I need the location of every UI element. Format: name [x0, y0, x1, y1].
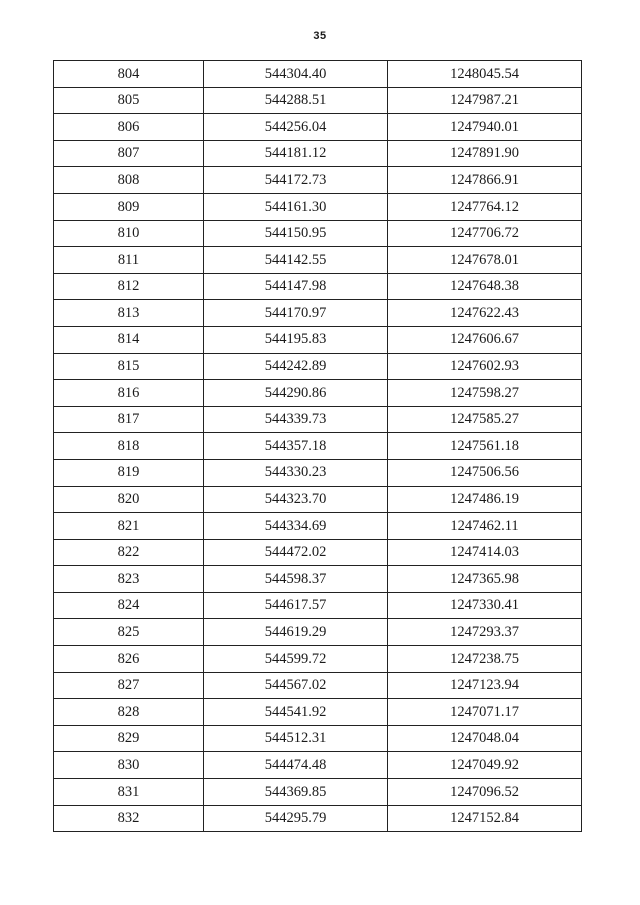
x-coordinate-cell: 544599.72: [204, 646, 388, 673]
table-row: [54, 486, 582, 513]
point-number-cell: 829: [54, 725, 204, 752]
point-number-cell: 816: [54, 380, 204, 407]
y-coordinate-cell: 1247987.21: [388, 87, 582, 114]
x-coordinate-cell: 544357.18: [204, 433, 388, 460]
table-row: [54, 513, 582, 540]
y-coordinate-cell: 1247940.01: [388, 114, 582, 141]
table-row: [54, 87, 582, 114]
y-coordinate-cell: 1247678.01: [388, 247, 582, 274]
x-coordinate-cell: 544242.89: [204, 353, 388, 380]
y-coordinate-cell: 1247071.17: [388, 699, 582, 726]
point-number-cell: 814: [54, 326, 204, 353]
point-number-cell: 830: [54, 752, 204, 779]
y-coordinate-cell: 1247506.56: [388, 459, 582, 486]
point-number-cell: 810: [54, 220, 204, 247]
table-row: [54, 459, 582, 486]
table-row: [54, 592, 582, 619]
point-number-cell: 817: [54, 406, 204, 433]
table-row: [54, 646, 582, 673]
x-coordinate-cell: 544617.57: [204, 592, 388, 619]
y-coordinate-cell: 1247764.12: [388, 193, 582, 220]
x-coordinate-cell: 544147.98: [204, 273, 388, 300]
x-coordinate-cell: 544339.73: [204, 406, 388, 433]
point-number-cell: 811: [54, 247, 204, 274]
y-coordinate-cell: 1247585.27: [388, 406, 582, 433]
x-coordinate-cell: 544195.83: [204, 326, 388, 353]
table-row: [54, 619, 582, 646]
x-coordinate-cell: 544598.37: [204, 566, 388, 593]
x-coordinate-cell: 544288.51: [204, 87, 388, 114]
point-number-cell: 813: [54, 300, 204, 327]
table-row: [54, 752, 582, 779]
y-coordinate-cell: 1247049.92: [388, 752, 582, 779]
y-coordinate-cell: 1247602.93: [388, 353, 582, 380]
point-number-cell: 820: [54, 486, 204, 513]
y-coordinate-cell: 1247365.98: [388, 566, 582, 593]
y-coordinate-cell: 1248045.54: [388, 61, 582, 88]
coordinates-table: [53, 60, 582, 832]
x-coordinate-cell: 544541.92: [204, 699, 388, 726]
table-row: [54, 566, 582, 593]
table-row: [54, 539, 582, 566]
table-row: [54, 725, 582, 752]
point-number-cell: 826: [54, 646, 204, 673]
table-row: [54, 114, 582, 141]
x-coordinate-cell: 544619.29: [204, 619, 388, 646]
x-coordinate-cell: 544161.30: [204, 193, 388, 220]
point-number-cell: 809: [54, 193, 204, 220]
table-row: [54, 699, 582, 726]
y-coordinate-cell: 1247891.90: [388, 140, 582, 167]
table-row: [54, 380, 582, 407]
point-number-cell: 822: [54, 539, 204, 566]
y-coordinate-cell: 1247598.27: [388, 380, 582, 407]
point-number-cell: 807: [54, 140, 204, 167]
point-number-cell: 824: [54, 592, 204, 619]
point-number-cell: 819: [54, 459, 204, 486]
table-row: [54, 167, 582, 194]
coordinates-table-body: [54, 61, 582, 832]
y-coordinate-cell: 1247123.94: [388, 672, 582, 699]
point-number-cell: 821: [54, 513, 204, 540]
point-number-cell: 804: [54, 61, 204, 88]
table-row: [54, 300, 582, 327]
table-row: [54, 406, 582, 433]
y-coordinate-cell: 1247622.43: [388, 300, 582, 327]
table-row: [54, 433, 582, 460]
point-number-cell: 827: [54, 672, 204, 699]
x-coordinate-cell: 544369.85: [204, 779, 388, 806]
point-number-cell: 831: [54, 779, 204, 806]
table-row: [54, 672, 582, 699]
point-number-cell: 825: [54, 619, 204, 646]
x-coordinate-cell: 544304.40: [204, 61, 388, 88]
y-coordinate-cell: 1247238.75: [388, 646, 582, 673]
table-row: [54, 61, 582, 88]
x-coordinate-cell: 544142.55: [204, 247, 388, 274]
x-coordinate-cell: 544170.97: [204, 300, 388, 327]
y-coordinate-cell: 1247462.11: [388, 513, 582, 540]
y-coordinate-cell: 1247414.03: [388, 539, 582, 566]
x-coordinate-cell: 544330.23: [204, 459, 388, 486]
y-coordinate-cell: 1247293.37: [388, 619, 582, 646]
y-coordinate-cell: 1247648.38: [388, 273, 582, 300]
point-number-cell: 832: [54, 805, 204, 832]
x-coordinate-cell: 544290.86: [204, 380, 388, 407]
point-number-cell: 808: [54, 167, 204, 194]
table-row: [54, 779, 582, 806]
y-coordinate-cell: 1247706.72: [388, 220, 582, 247]
point-number-cell: 805: [54, 87, 204, 114]
table-row: [54, 273, 582, 300]
table-row: [54, 326, 582, 353]
point-number-cell: 812: [54, 273, 204, 300]
table-row: [54, 220, 582, 247]
page-number: 35: [313, 30, 327, 42]
point-number-cell: 823: [54, 566, 204, 593]
y-coordinate-cell: 1247486.19: [388, 486, 582, 513]
x-coordinate-cell: 544472.02: [204, 539, 388, 566]
y-coordinate-cell: 1247866.91: [388, 167, 582, 194]
x-coordinate-cell: 544256.04: [204, 114, 388, 141]
point-number-cell: 815: [54, 353, 204, 380]
table-row: [54, 353, 582, 380]
table-row: [54, 247, 582, 274]
y-coordinate-cell: 1247561.18: [388, 433, 582, 460]
x-coordinate-cell: 544295.79: [204, 805, 388, 832]
point-number-cell: 818: [54, 433, 204, 460]
x-coordinate-cell: 544181.12: [204, 140, 388, 167]
x-coordinate-cell: 544323.70: [204, 486, 388, 513]
y-coordinate-cell: 1247048.04: [388, 725, 582, 752]
x-coordinate-cell: 544474.48: [204, 752, 388, 779]
x-coordinate-cell: 544150.95: [204, 220, 388, 247]
x-coordinate-cell: 544512.31: [204, 725, 388, 752]
x-coordinate-cell: 544172.73: [204, 167, 388, 194]
y-coordinate-cell: 1247606.67: [388, 326, 582, 353]
y-coordinate-cell: 1247152.84: [388, 805, 582, 832]
y-coordinate-cell: 1247096.52: [388, 779, 582, 806]
x-coordinate-cell: 544567.02: [204, 672, 388, 699]
x-coordinate-cell: 544334.69: [204, 513, 388, 540]
table-row: [54, 805, 582, 832]
point-number-cell: 806: [54, 114, 204, 141]
y-coordinate-cell: 1247330.41: [388, 592, 582, 619]
table-row: [54, 140, 582, 167]
table-row: [54, 193, 582, 220]
point-number-cell: 828: [54, 699, 204, 726]
